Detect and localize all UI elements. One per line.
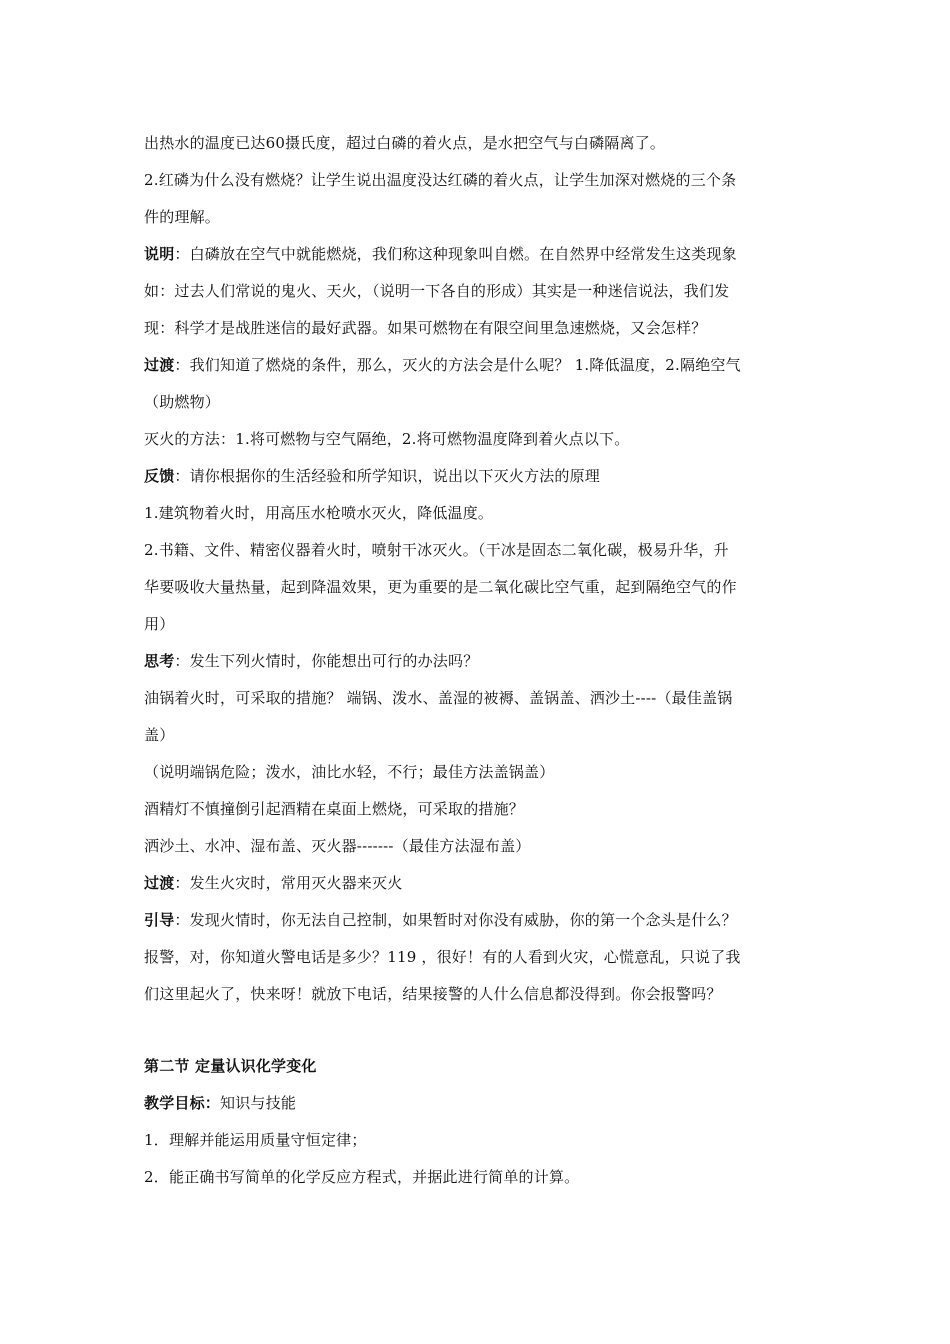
line-text: 酒精灯不慎撞倒引起酒精在桌面上燃烧，可采取的措施？ bbox=[144, 800, 525, 818]
text-line bbox=[144, 791, 814, 828]
goal-item: 2．能正确书写简单的化学反应方程式，并据此进行简单的计算。 bbox=[144, 1168, 580, 1186]
line-text: ：请你根据你的生活经验和所学知识，说出以下灭火方法的原理 bbox=[174, 467, 601, 485]
line-text: 洒沙土、水冲、湿布盖、灭火器-------（最佳方法湿布盖） bbox=[144, 837, 531, 855]
text-line bbox=[144, 828, 814, 865]
document-page bbox=[144, 125, 814, 1196]
teaching-goal-text: 知识与技能 bbox=[220, 1094, 297, 1112]
line-text: 油锅着火时，可采取的措施？ 端锅、泼水、盖湿的被褥、盖锅盖、洒沙土----（最佳盖锅 bbox=[144, 689, 733, 707]
line-text: 件的理解。 bbox=[144, 208, 221, 226]
lesson-body bbox=[144, 125, 814, 1013]
text-line bbox=[144, 458, 814, 495]
line-text: 现：科学才是战胜迷信的最好武器。如果可燃物在有限空间里急速燃烧，又会怎样？ bbox=[144, 319, 707, 337]
text-line bbox=[144, 532, 814, 569]
section-block bbox=[144, 1048, 814, 1196]
line-text: ：白磷放在空气中就能燃烧，我们称这种现象叫自燃。在自然界中经常发生这类现象 bbox=[174, 245, 737, 263]
text-line bbox=[144, 939, 814, 976]
line-text: （助燃物） bbox=[144, 393, 221, 411]
text-line bbox=[144, 347, 814, 384]
text-line bbox=[144, 606, 814, 643]
text-line bbox=[144, 717, 814, 754]
teaching-goal-lead: 教学目标： bbox=[144, 1094, 221, 1112]
text-line bbox=[144, 310, 814, 347]
line-lead: 过渡 bbox=[144, 356, 175, 374]
text-line bbox=[144, 643, 814, 680]
line-text: ：发生下列火情时，你能想出可行的办法吗？ bbox=[174, 652, 479, 670]
line-text: （说明端锅危险；泼水，油比水轻，不行；最佳方法盖锅盖） bbox=[144, 763, 555, 781]
line-text: 出热水的温度已达60摄氏度，超过白磷的着火点，是水把空气与白磷隔离了。 bbox=[144, 134, 666, 152]
line-text: ：我们知道了燃烧的条件，那么，灭火的方法会是什么呢？ 1.降低温度，2.隔绝空气 bbox=[174, 356, 741, 374]
text-line bbox=[144, 495, 814, 532]
line-text: 1.建筑物着火时，用高压水枪喷水灭火，降低温度。 bbox=[144, 504, 494, 522]
text-line bbox=[144, 199, 814, 236]
text-line bbox=[144, 976, 814, 1013]
text-line bbox=[144, 162, 814, 199]
line-text: 盖） bbox=[144, 726, 175, 744]
section-heading: 第二节 定量认识化学变化 bbox=[144, 1057, 317, 1075]
text-line bbox=[144, 421, 814, 458]
line-text: 2.红磷为什么没有燃烧？让学生说出温度没达红磷的着火点，让学生加深对燃烧的三个条 bbox=[144, 171, 737, 189]
line-text: ：发生火灾时，常用灭火器来灭火 bbox=[174, 874, 403, 892]
line-lead: 说明 bbox=[144, 245, 175, 263]
line-text: ：发现火情时，你无法自己控制，如果暂时对你没有威胁，你的第一个念头是什么？ bbox=[174, 911, 737, 929]
line-lead: 思考 bbox=[144, 652, 175, 670]
line-lead: 引导 bbox=[144, 911, 175, 929]
text-line bbox=[144, 273, 814, 310]
line-text: 用） bbox=[144, 615, 175, 633]
section-spacer bbox=[144, 1013, 814, 1048]
line-lead: 反馈 bbox=[144, 467, 175, 485]
line-text: 如：过去人们常说的鬼火、天火，（说明一下各自的形成）其实是一种迷信说法，我们发 bbox=[144, 282, 730, 300]
line-text: 2.书籍、文件、精密仪器着火时，喷射干冰灭火。（干冰是固态二氧化碳，极易升华，升 bbox=[144, 541, 729, 559]
teaching-goal-line bbox=[144, 1085, 814, 1122]
text-line bbox=[144, 569, 814, 606]
text-line bbox=[144, 384, 814, 421]
text-line bbox=[144, 902, 814, 939]
line-text: 报警，对，你知道火警电话是多少？119 ，很好！有的人看到火灾，心慌意乱，只说了我 bbox=[144, 948, 741, 966]
text-line bbox=[144, 236, 814, 273]
goal-item: 1．理解并能运用质量守恒定律； bbox=[144, 1131, 367, 1149]
text-line bbox=[144, 865, 814, 902]
line-text: 灭火的方法：1.将可燃物与空气隔绝，2.将可燃物温度降到着火点以下。 bbox=[144, 430, 630, 448]
line-lead: 过渡 bbox=[144, 874, 175, 892]
line-text: 华要吸收大量热量，起到降温效果，更为重要的是二氧化碳比空气重，起到隔绝空气的作 bbox=[144, 578, 737, 596]
line-text: 们这里起火了，快来呀！就放下电话，结果接警的人什么信息都没得到。你会报警吗？ bbox=[144, 985, 722, 1003]
text-line bbox=[144, 680, 814, 717]
text-line bbox=[144, 125, 814, 162]
text-line bbox=[144, 754, 814, 791]
